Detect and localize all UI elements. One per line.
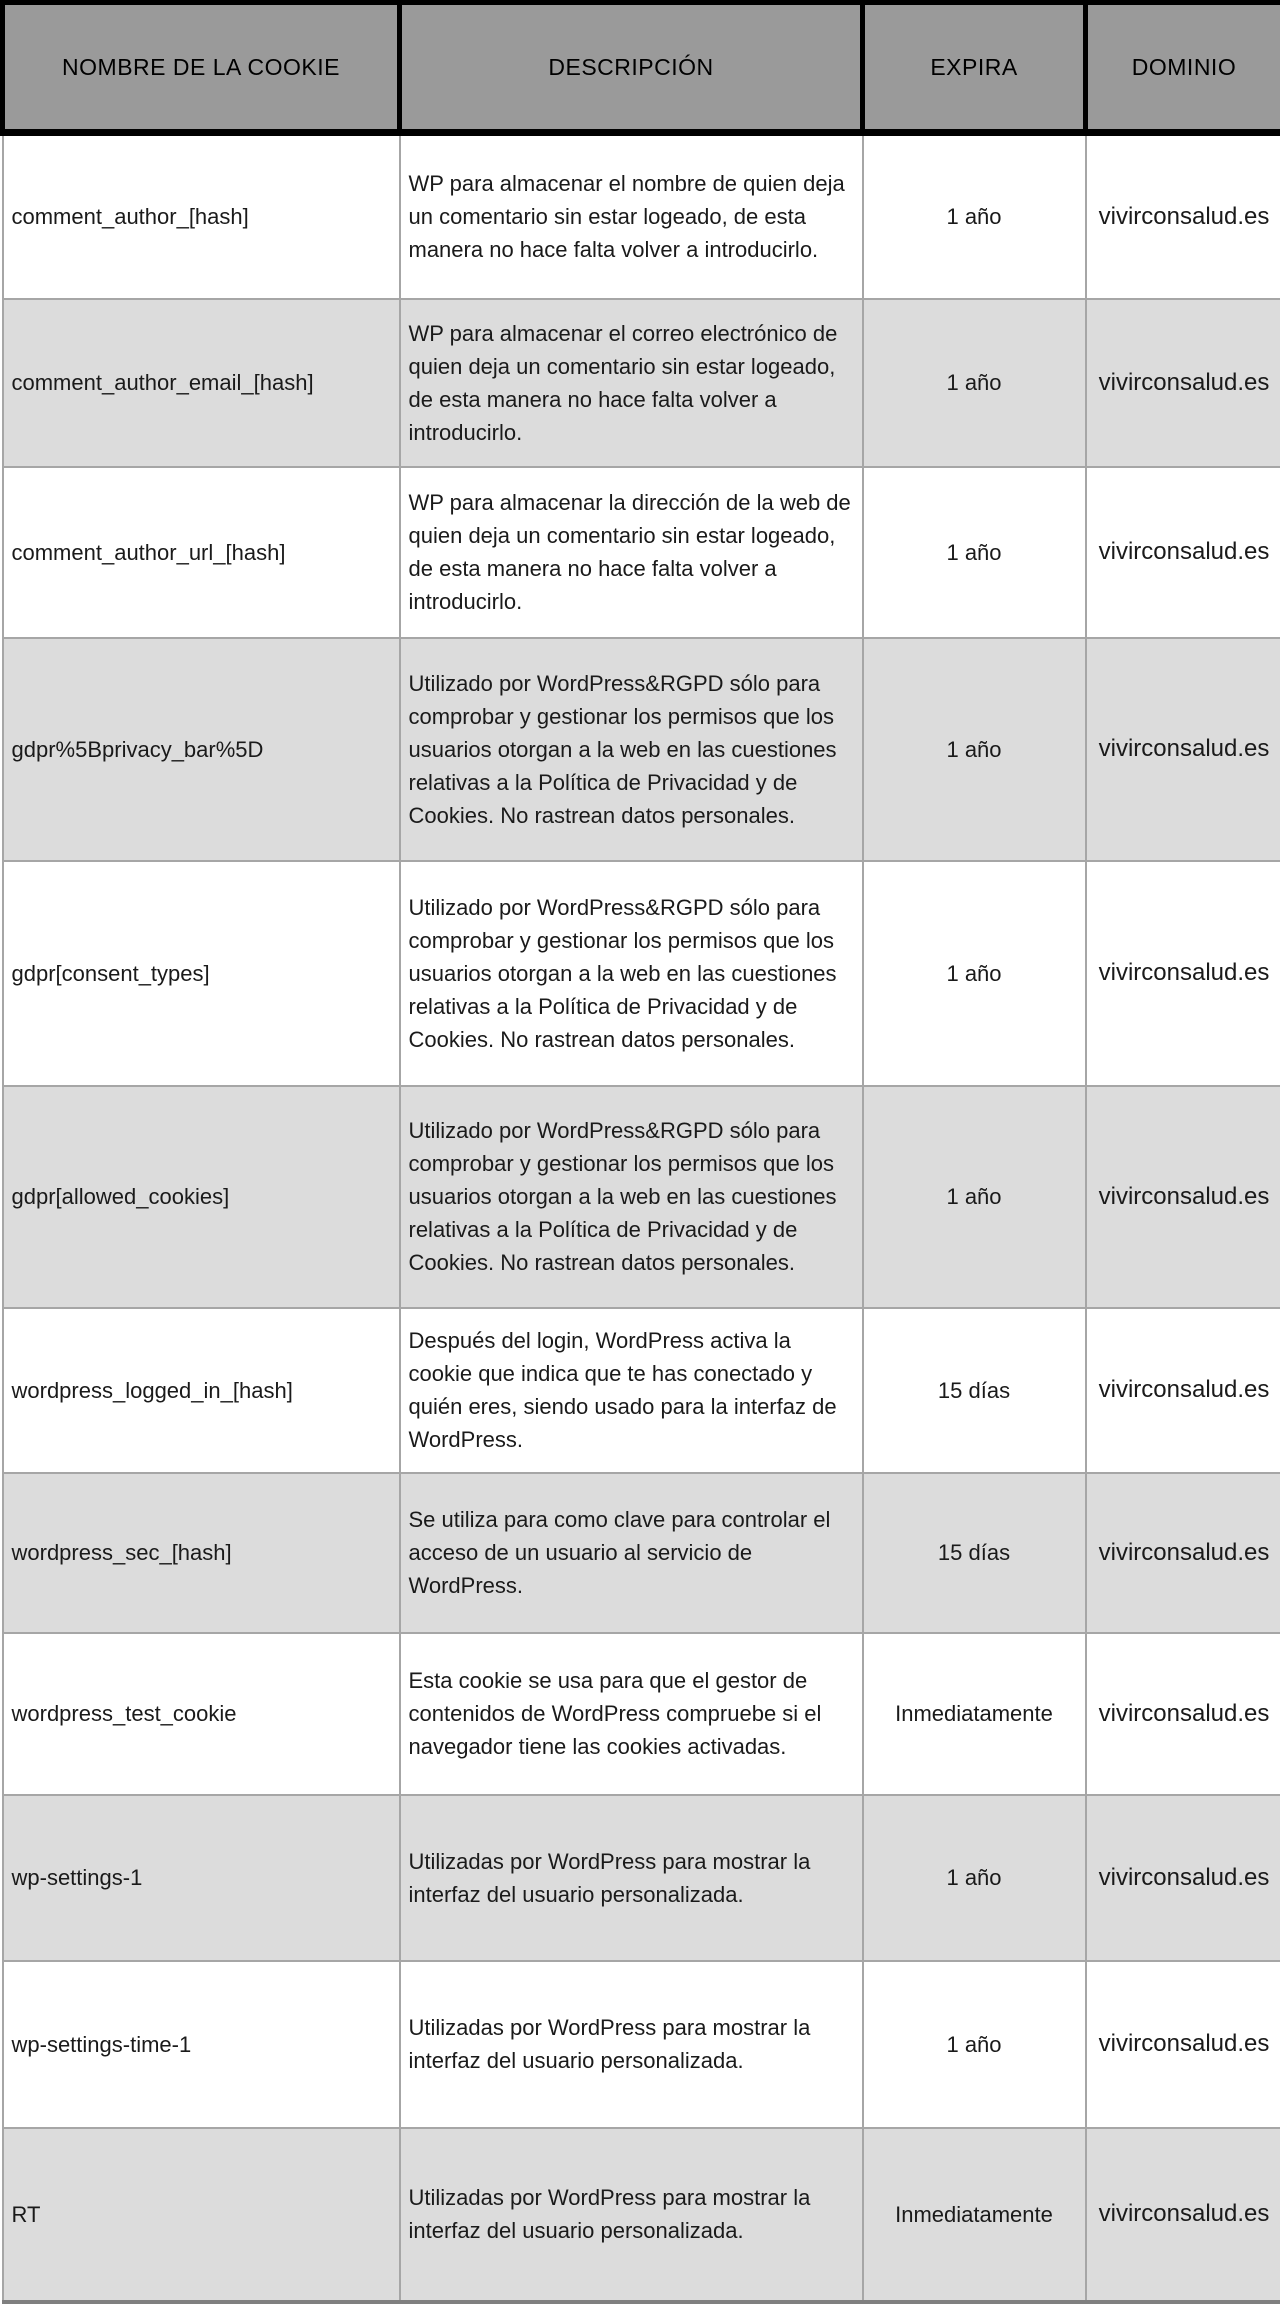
cookie-name-cell: wp-settings-1 <box>3 1795 400 1961</box>
cookie-expires-cell: 1 año <box>863 861 1086 1086</box>
cookie-description-cell: Utilizadas por WordPress para mostrar la interfaz del usuario personalizada. <box>400 2128 863 2302</box>
cookie-description-cell: WP para almacenar el correo electrónico de quien deja un comentario sin estar logeado, de esta manera no hace falta volver a introducirlo. <box>400 299 863 467</box>
header-row <box>3 3 1280 133</box>
cookie-description-cell: Después del login, WordPress activa la cookie que indica que te has conectado y quién eres, siendo usado para la interfaz de WordPress. <box>400 1308 863 1473</box>
cookie-domain-cell: vivirconsalud.es <box>1086 299 1280 467</box>
cookie-description-cell: Utilizado por WordPress&RGPD sólo para comprobar y gestionar los permisos que los usuarios otorgan a la web en las cuestiones relativas a la Política de Privacidad y de Cookies. No rastrean datos personales. <box>400 638 863 861</box>
cookie-name-cell: gdpr%5Bprivacy_bar%5D <box>3 638 400 861</box>
cookie-description-cell: Utilizado por WordPress&RGPD sólo para comprobar y gestionar los permisos que los usuarios otorgan a la web en las cuestiones relativas a la Política de Privacidad y de Cookies. No rastrean datos personales. <box>400 861 863 1086</box>
cookie-domain-cell: vivirconsalud.es <box>1086 638 1280 861</box>
cookie-description-cell: WP para almacenar la dirección de la web de quien deja un comentario sin estar logeado, de esta manera no hace falta volver a introducirlo. <box>400 467 863 638</box>
cookie-domain-cell: vivirconsalud.es <box>1086 467 1280 638</box>
cookie-expires-cell: 15 días <box>863 1473 1086 1633</box>
table-row <box>3 1308 1280 1473</box>
table-row <box>3 638 1280 861</box>
column-header-descripcion: DESCRIPCIÓN <box>400 3 863 133</box>
cookie-expires-cell: 1 año <box>863 299 1086 467</box>
cookie-expires-cell: 1 año <box>863 638 1086 861</box>
cookie-expires-cell: 15 días <box>863 1308 1086 1473</box>
cookie-table-body <box>3 133 1280 2302</box>
cookie-name-cell: wordpress_logged_in_[hash] <box>3 1308 400 1473</box>
cookie-name-cell: comment_author_url_[hash] <box>3 467 400 638</box>
cookie-table-header <box>3 3 1280 133</box>
cookie-domain-cell: vivirconsalud.es <box>1086 861 1280 1086</box>
table-row <box>3 1473 1280 1633</box>
cookie-expires-cell: Inmediatamente <box>863 2128 1086 2302</box>
cookie-expires-cell: 1 año <box>863 1086 1086 1308</box>
cookie-expires-cell: 1 año <box>863 1795 1086 1961</box>
table-row <box>3 133 1280 299</box>
cookie-domain-cell: vivirconsalud.es <box>1086 1961 1280 2128</box>
table-row <box>3 467 1280 638</box>
cookie-name-cell: wordpress_test_cookie <box>3 1633 400 1795</box>
table-row <box>3 299 1280 467</box>
cookie-domain-cell: vivirconsalud.es <box>1086 1473 1280 1633</box>
cookie-name-cell: wordpress_sec_[hash] <box>3 1473 400 1633</box>
cookie-domain-cell: vivirconsalud.es <box>1086 133 1280 299</box>
cookie-name-cell: gdpr[consent_types] <box>3 861 400 1086</box>
cookie-description-cell: Esta cookie se usa para que el gestor de contenidos de WordPress compruebe si el navegador tiene las cookies activadas. <box>400 1633 863 1795</box>
cookie-expires-cell: Inmediatamente <box>863 1633 1086 1795</box>
column-header-dominio: DOMINIO <box>1086 3 1280 133</box>
cookie-description-cell: Utilizado por WordPress&RGPD sólo para comprobar y gestionar los permisos que los usuarios otorgan a la web en las cuestiones relativas a la Política de Privacidad y de Cookies. No rastrean datos personales. <box>400 1086 863 1308</box>
cookie-name-cell: comment_author_[hash] <box>3 133 400 299</box>
cookie-expires-cell: 1 año <box>863 1961 1086 2128</box>
cookie-description-cell: Utilizadas por WordPress para mostrar la interfaz del usuario personalizada. <box>400 1961 863 2128</box>
cookie-expires-cell: 1 año <box>863 467 1086 638</box>
cookie-domain-cell: vivirconsalud.es <box>1086 1633 1280 1795</box>
column-header-nombre: NOMBRE DE LA COOKIE <box>3 3 400 133</box>
cookie-domain-cell: vivirconsalud.es <box>1086 1086 1280 1308</box>
table-row <box>3 1795 1280 1961</box>
cookie-name-cell: gdpr[allowed_cookies] <box>3 1086 400 1308</box>
cookie-name-cell: comment_author_email_[hash] <box>3 299 400 467</box>
cookie-description-cell: Se utiliza para como clave para controlar el acceso de un usuario al servicio de WordPress. <box>400 1473 863 1633</box>
cookie-name-cell: RT <box>3 2128 400 2302</box>
cookie-description-cell: Utilizadas por WordPress para mostrar la interfaz del usuario personalizada. <box>400 1795 863 1961</box>
table-row <box>3 861 1280 1086</box>
cookie-description-cell: WP para almacenar el nombre de quien deja un comentario sin estar logeado, de esta manera no hace falta volver a introducirlo. <box>400 133 863 299</box>
cookie-domain-cell: vivirconsalud.es <box>1086 2128 1280 2302</box>
table-row <box>3 1633 1280 1795</box>
cookie-name-cell: wp-settings-time-1 <box>3 1961 400 2128</box>
cookie-domain-cell: vivirconsalud.es <box>1086 1308 1280 1473</box>
table-row <box>3 1086 1280 1308</box>
table-row <box>3 1961 1280 2128</box>
column-header-expira: EXPIRA <box>863 3 1086 133</box>
table-row <box>3 2128 1280 2302</box>
cookie-expires-cell: 1 año <box>863 133 1086 299</box>
cookie-domain-cell: vivirconsalud.es <box>1086 1795 1280 1961</box>
